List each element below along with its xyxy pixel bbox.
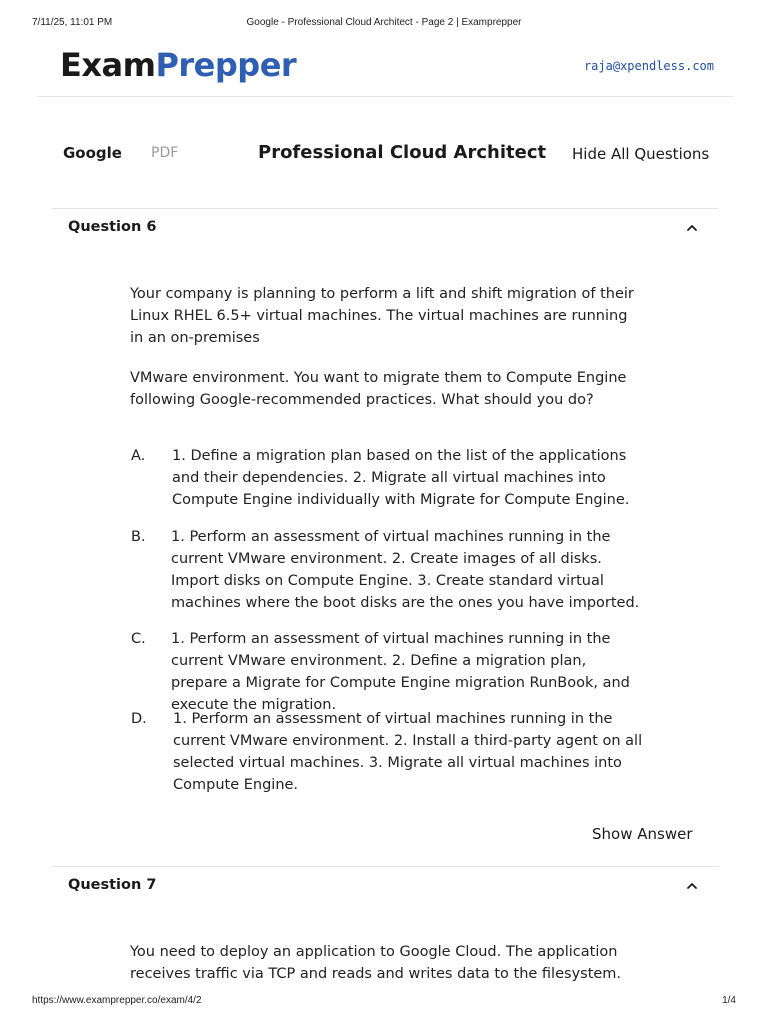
- option-d-text[interactable]: 1. Perform an assessment of virtual machines running in the current VMware environment. 2. Install a third-party agent on all selected virtual machines. 3. Migrate all virtual machines into Compute Engine.: [173, 711, 643, 793]
- option-c-letter[interactable]: C.: [131, 631, 146, 647]
- chevron-up-icon[interactable]: [686, 880, 698, 892]
- hide-all-questions-button[interactable]: Hide All Questions: [572, 145, 710, 163]
- question-6-text-2: VMware environment. You want to migrate them to Compute Engine following Google-recommended practices. What should you do?: [130, 370, 627, 408]
- vendor-link[interactable]: Google: [63, 144, 122, 162]
- option-c-text[interactable]: 1. Perform an assessment of virtual machines running in the current VMware environment. 2. Define a migration plan, prepare a Migrate for Compute Engine migration RunBook, and execute the migration.: [171, 631, 630, 713]
- show-answer-button[interactable]: Show Answer: [592, 825, 693, 843]
- header-divider: [37, 96, 733, 97]
- logo-prepper-text: Prepper: [155, 46, 297, 84]
- option-b-letter[interactable]: B.: [131, 529, 146, 545]
- print-page-number: 1/4: [722, 995, 736, 1006]
- question-6-text-1: Your company is planning to perform a lift and shift migration of their Linux RHEL 6.5+ virtual machines. The virtual machines are running in an on-premises: [130, 286, 634, 346]
- question-divider: [52, 208, 718, 209]
- option-a-text[interactable]: 1. Define a migration plan based on the list of the applications and their dependencies. 2. Migrate all virtual machines into Compute Engine individually with Migrate for Compute Engine.: [172, 448, 630, 508]
- question-divider: [52, 866, 718, 867]
- user-email[interactable]: raja@xpendless.com: [583, 59, 714, 73]
- logo-exam-text: Exam: [60, 46, 156, 84]
- print-url: https://www.examprepper.co/exam/4/2: [32, 995, 202, 1006]
- question-6-label[interactable]: Question 6: [68, 219, 157, 235]
- site-logo[interactable]: [60, 46, 296, 84]
- print-datetime: 7/11/25, 11:01 PM: [32, 17, 113, 28]
- option-b-text[interactable]: 1. Perform an assessment of virtual machines running in the current VMware environment. 2. Create images of all disks. Import disks on Compute Engine. 3. Create standard virtual machines where the boot disks are the ones you have imported.: [171, 529, 640, 611]
- print-page-title: Google - Professional Cloud Architect - Page 2 | Examprepper: [246, 17, 522, 28]
- pdf-link[interactable]: PDF: [151, 145, 179, 161]
- question-7-text-1: You need to deploy an application to Google Cloud. The application receives traffic via TCP and reads and writes data to the filesystem.: [130, 944, 622, 982]
- question-7-label[interactable]: Question 7: [68, 877, 157, 893]
- exam-title: Professional Cloud Architect: [258, 142, 547, 163]
- option-d-letter[interactable]: D.: [131, 711, 147, 727]
- chevron-up-icon[interactable]: [686, 222, 698, 234]
- option-a-letter[interactable]: A.: [131, 448, 146, 464]
